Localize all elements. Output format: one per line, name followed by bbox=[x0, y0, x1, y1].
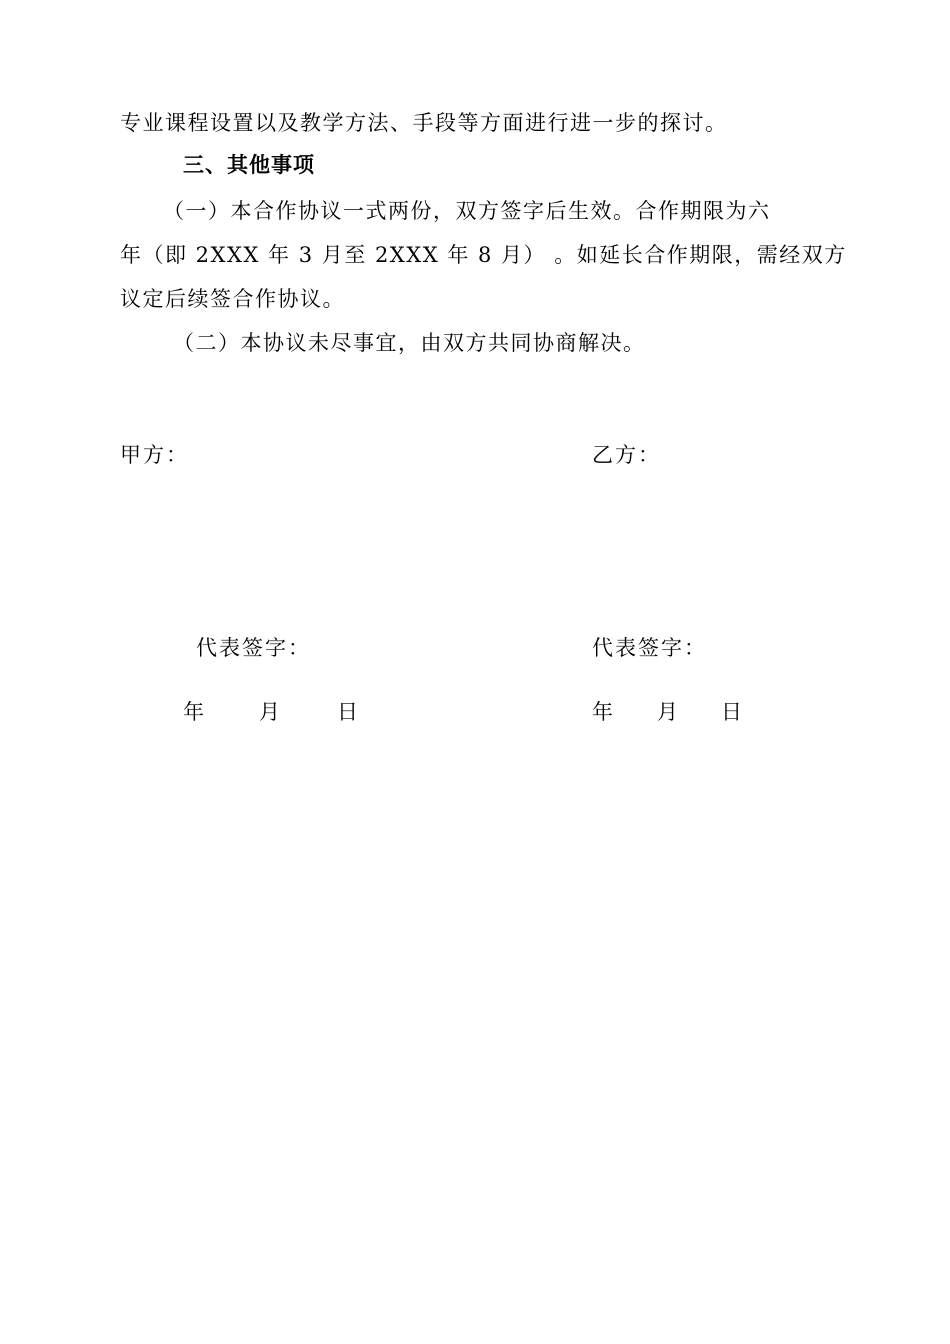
party-b-representative: 代表签字： bbox=[592, 636, 707, 660]
item1-line1: （一）本合作协议一式两份，双方签字后生效。合作期限为六 bbox=[163, 199, 771, 223]
party-b-month: 月 bbox=[657, 700, 678, 724]
party-a-day: 日 bbox=[337, 700, 358, 724]
party-a-date bbox=[0, 697, 475, 727]
item1-line2: 年（即 2XXX 年 3 月至 2XXX 年 8 月） 。如延长合作期限，需经双方 bbox=[120, 243, 847, 267]
party-b-year: 年 bbox=[592, 700, 613, 724]
intro-line: 专业课程设置以及教学方法、手段等方面进行进一步的探讨。 bbox=[120, 111, 728, 135]
party-a-year: 年 bbox=[183, 700, 204, 724]
item2-line: （二）本协议未尽事宜，由双方共同协商解决。 bbox=[173, 331, 646, 355]
party-b-label: 乙方： bbox=[592, 443, 661, 467]
party-b-day: 日 bbox=[721, 700, 742, 724]
item1-line3: 议定后续签合作协议。 bbox=[120, 287, 345, 311]
party-b-date bbox=[475, 697, 950, 727]
party-a-representative: 代表签字： bbox=[196, 636, 311, 660]
section-heading: 三、其他事项 bbox=[183, 153, 315, 177]
party-a-label: 甲方： bbox=[120, 443, 189, 467]
party-a-month: 月 bbox=[259, 700, 280, 724]
